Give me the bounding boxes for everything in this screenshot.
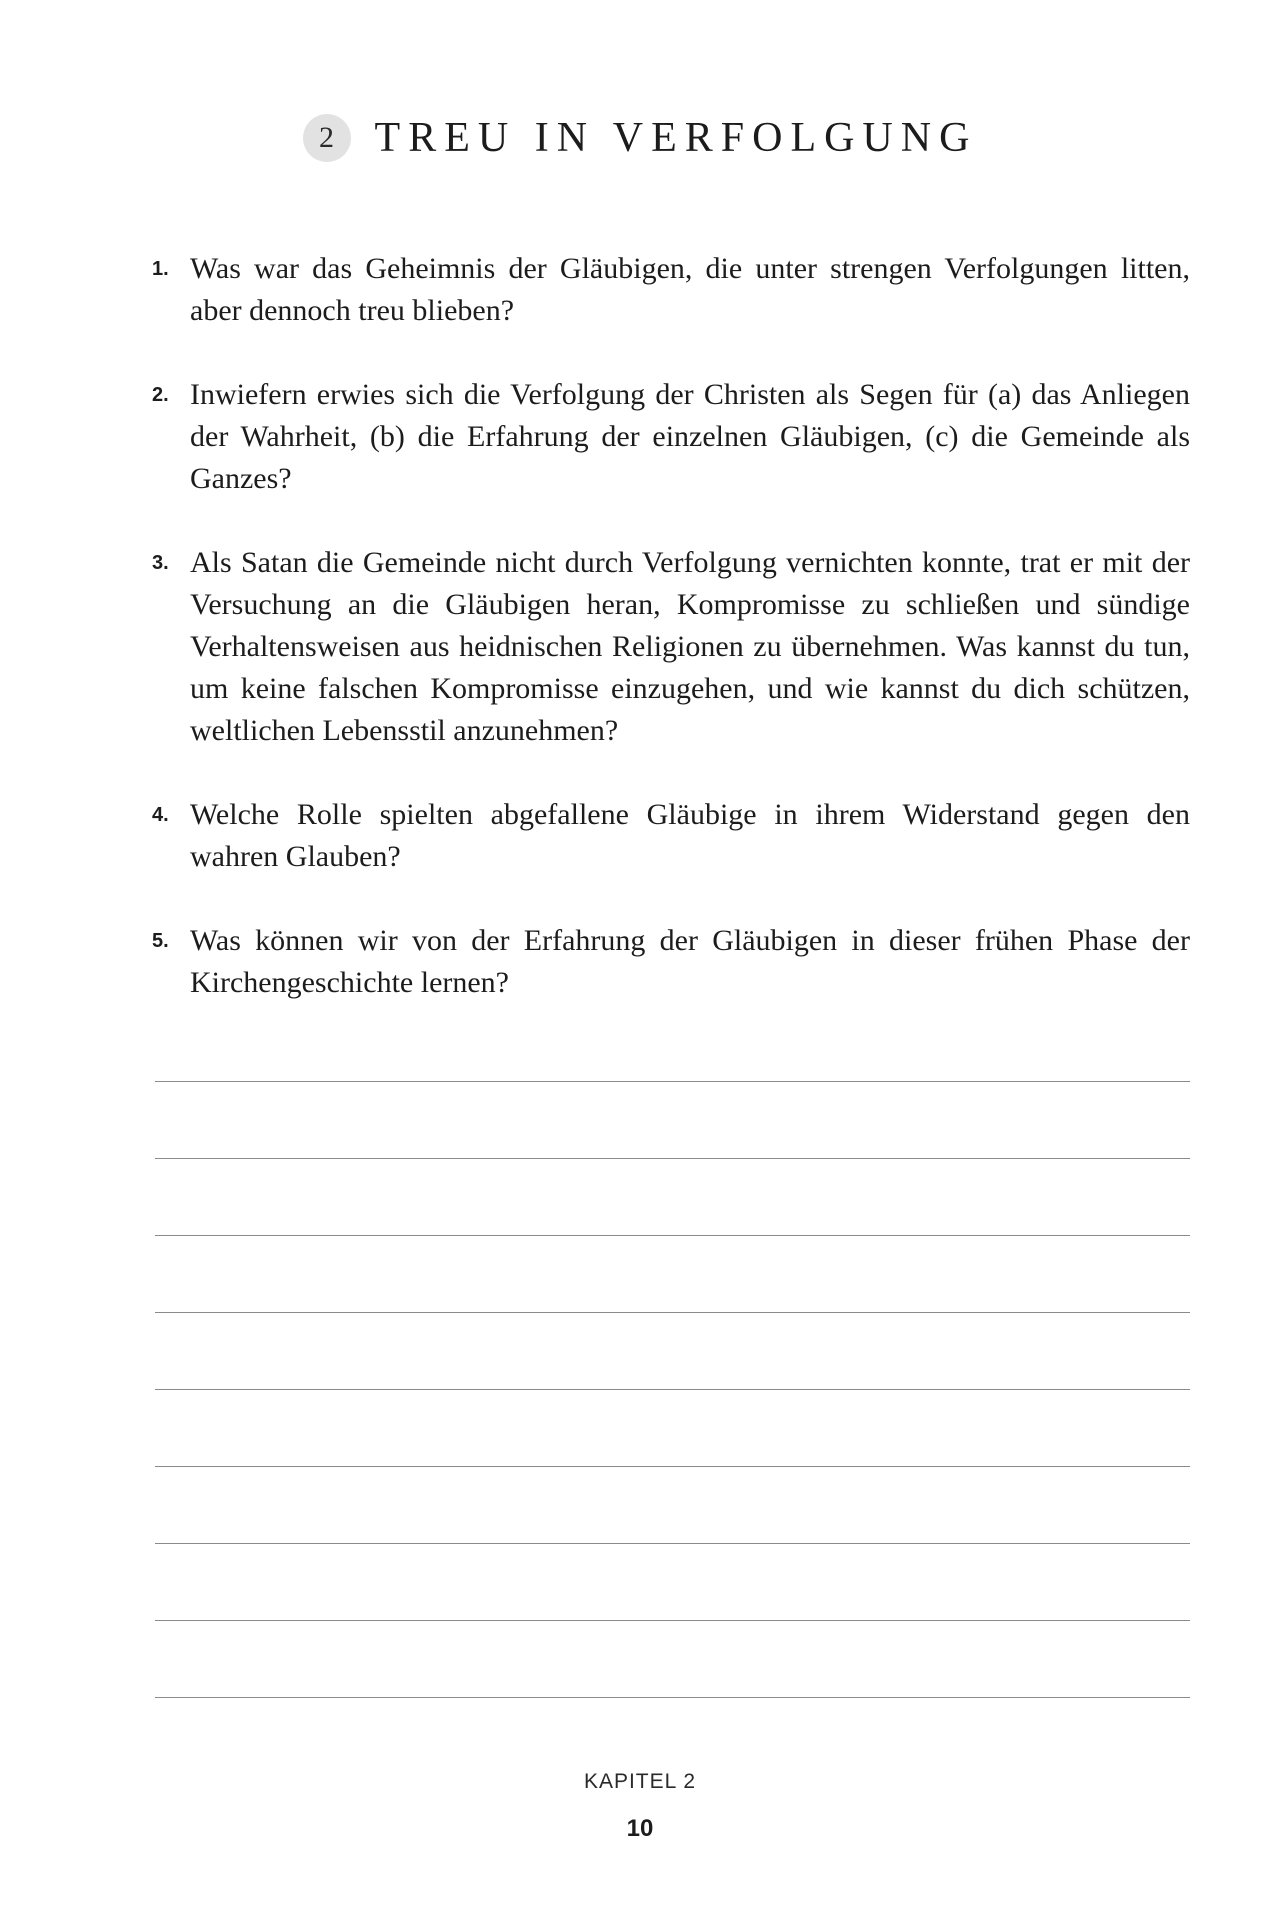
answer-line — [155, 1389, 1190, 1390]
question-number: 1. — [152, 258, 169, 280]
answer-line — [155, 1235, 1190, 1236]
answer-line — [155, 1620, 1190, 1621]
question-item — [152, 794, 1190, 878]
question-number: 4. — [152, 804, 169, 826]
answer-line — [155, 1543, 1190, 1544]
chapter-title: TREU IN VERFOLGUNG — [374, 115, 978, 161]
question-item — [152, 542, 1190, 752]
question-text: Was können wir von der Erfahrung der Gläubigen in dieser frühen Phase der Kirchengeschichte lernen? — [190, 924, 1190, 999]
footer-chapter-label: KAPITEL 2 — [583, 1770, 697, 1793]
question-text: Was war das Geheimnis der Gläubigen, die unter strengen Verfolgungen litten, aber dennoch treu blieben? — [190, 252, 1190, 327]
question-item — [152, 374, 1190, 500]
question-text: Welche Rolle spielten abgefallene Gläubige in ihrem Widerstand gegen den wahren Glauben? — [190, 798, 1190, 873]
question-item — [152, 248, 1190, 332]
answer-line — [155, 1312, 1190, 1313]
question-text: Inwiefern erwies sich die Verfolgung der Christen als Segen für (a) das Anliegen der Wahrheit, (b) die Erfahrung der einzelnen Gläubigen, (c) die Gemeinde als Ganzes? — [190, 378, 1190, 495]
question-text: Als Satan die Gemeinde nicht durch Verfolgung vernichten konnte, trat er mit der Versuchung an die Gläubigen heran, Kompromisse zu schließen und sündige Verhaltensweisen aus heidnischen Religionen zu übernehmen. Was kannst du tun, um keine falschen Kompromisse einzugehen, und wie kannst du dich schützen, weltlichen Lebensstil anzunehmen? — [190, 546, 1190, 747]
question-item — [152, 920, 1190, 1004]
question-number: 3. — [152, 552, 169, 574]
answer-line — [155, 1081, 1190, 1082]
question-number: 5. — [152, 930, 169, 952]
answer-lines — [155, 1081, 1190, 1774]
page-number: 10 — [626, 1815, 654, 1842]
answer-line — [155, 1158, 1190, 1159]
answer-line — [155, 1466, 1190, 1467]
answer-line — [155, 1697, 1190, 1698]
question-list — [152, 248, 1190, 1046]
question-number: 2. — [152, 384, 169, 406]
chapter-header — [0, 114, 1280, 162]
chapter-number-badge: 2 — [303, 114, 351, 162]
